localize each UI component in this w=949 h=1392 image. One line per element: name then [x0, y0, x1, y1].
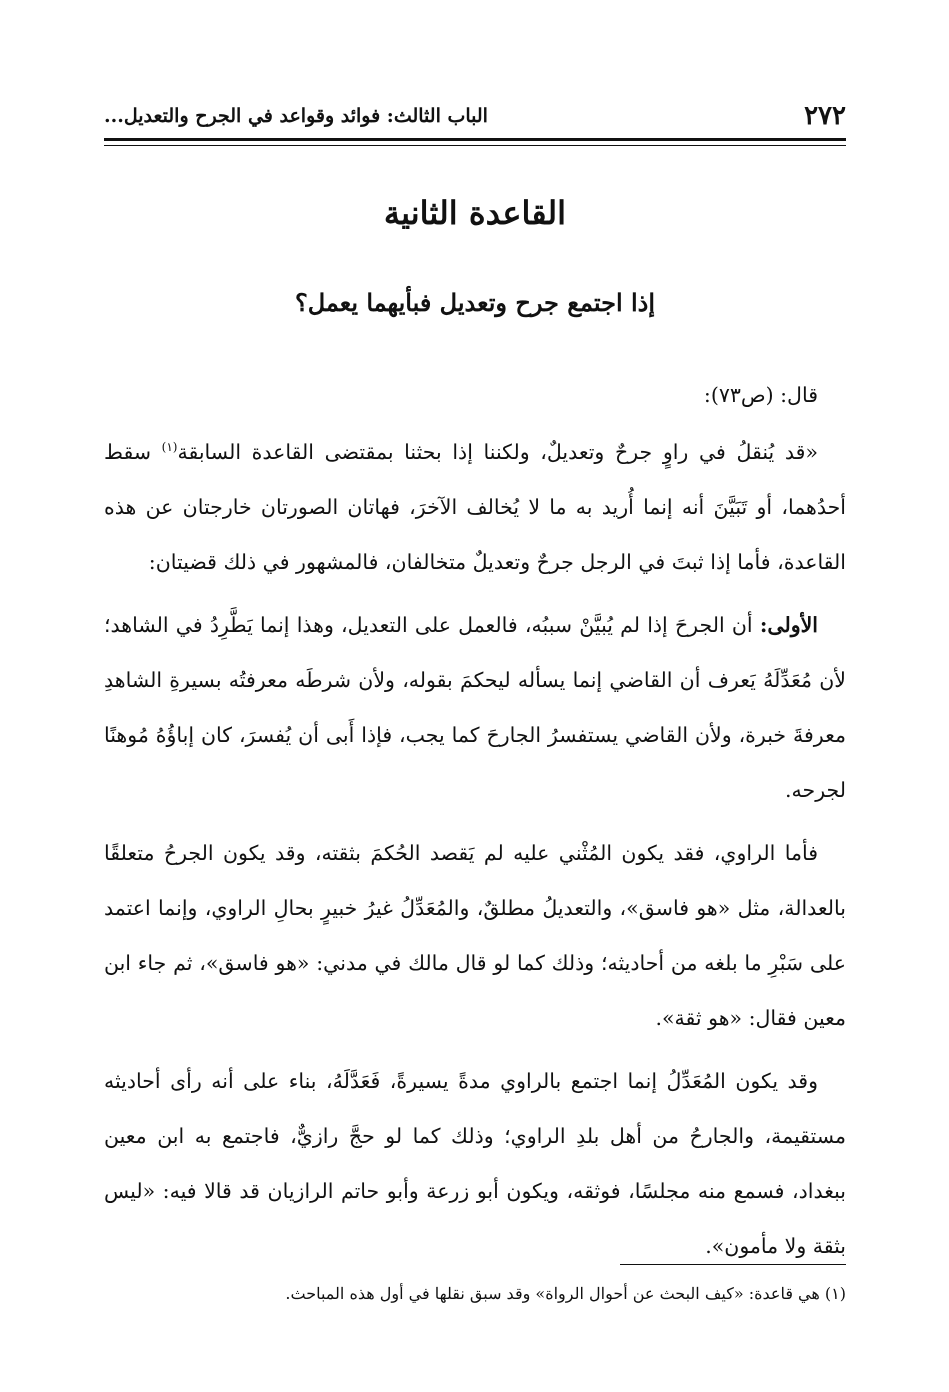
- footnote: (١) هي قاعدة: «كيف البحث عن أحوال الرواة» وقد سبق نقلها في أول هذه المباحث.: [285, 1284, 846, 1303]
- paragraph-2-text: أن الجرحَ إذا لم يُبيَّنْ سببُه، فالعمل على التعديل، وهذا إنما يَطَّرِدُ في الشاهد؛ لأن مُعَدِّلَهُ يَعرف أن القاضي إنما يسأله ليحكمَ بقوله، ولأن شرطَه معرفتُه بسيرةِ الشاهدِ معرفةَ خبرة، ولأن القاضي يستفسرُ الجارحَ كما يجب، فإذا أَبى أن يُفسرَ، كان إباؤُهُ مُوهنًا لجرحه.: [104, 613, 846, 802]
- paragraph-3: فأما الراوي، فقد يكون المُثْني عليه لم يَقصد الحُكمَ بثقته، وقد يكون الجرحُ متعلقًا بالعدالة، مثل «هو فاسق»، والتعديلُ مطلقٌ، والمُعَدِّلُ غيرُ خبيرٍ بحالِ الراوي، وإنما اعتمد على سَبْرِ ما بلغه من أحاديثه؛ وذلك كما لو قال مالك في مدني: «هو فاسق»، ثم جاء ابن معين فقال: «هو ثقة».: [104, 841, 846, 1030]
- page-header: [104, 96, 846, 136]
- paragraph-2: [104, 598, 846, 818]
- main-text: [104, 368, 846, 1274]
- paragraph-4: وقد يكون المُعَدِّلُ إنما اجتمع بالراوي مدةً يسيرةً، فَعَدَّلَهُ، بناء على أنه رأى أحاديثه مستقيمة، والجارحُ من أهل بلدِ الراوي؛ وذلك كما لو حجَّ رازيٌّ، فاجتمع به ابن معين ببغداد، فسمع منه مجلسًا، فوثقه، ويكون أبو زرعة وأبو حاتم الرازيان قد قالا فيه: «ليس بثقة ولا مأمون».: [104, 1069, 846, 1258]
- paragraph-1-start: «قد يُنقلُ في راوٍ جرحٌ وتعديلٌ، ولكننا إذا بحثنا بمقتضى القاعدة السابقة: [177, 440, 818, 464]
- footnote-rule: [620, 1264, 846, 1265]
- paragraph-1: [104, 425, 846, 590]
- header-rule-thick: [104, 138, 846, 141]
- section-subtitle: إذا اجتمع جرح وتعديل فبأيهما يعمل؟: [294, 288, 656, 317]
- running-title: الباب الثالث: فوائد وقواعد في الجرح والتعديل...: [104, 105, 488, 127]
- page-number: ٢٧٢: [804, 101, 846, 131]
- paragraph-2-lead: الأولى:: [759, 613, 818, 637]
- header-rule-thin: [104, 145, 846, 146]
- paragraph-1-rest: سقط أحدُهما، أو تَبَيَّنَ أنه إنما أُريد به ما لا يُخالف الآخرَ، فهاتان الصورتان خارجتان عن هذه القاعدة، فأما إذا ثبتَ في الرجل جرحٌ وتعديلٌ متخالفان، فالمشهور في ذلك قضيتان:: [104, 440, 846, 574]
- quote-intro: قال: (ص٧٣):: [703, 383, 818, 407]
- footnote-marker[interactable]: (١): [161, 440, 178, 455]
- section-title: القاعدة الثانية: [383, 194, 567, 232]
